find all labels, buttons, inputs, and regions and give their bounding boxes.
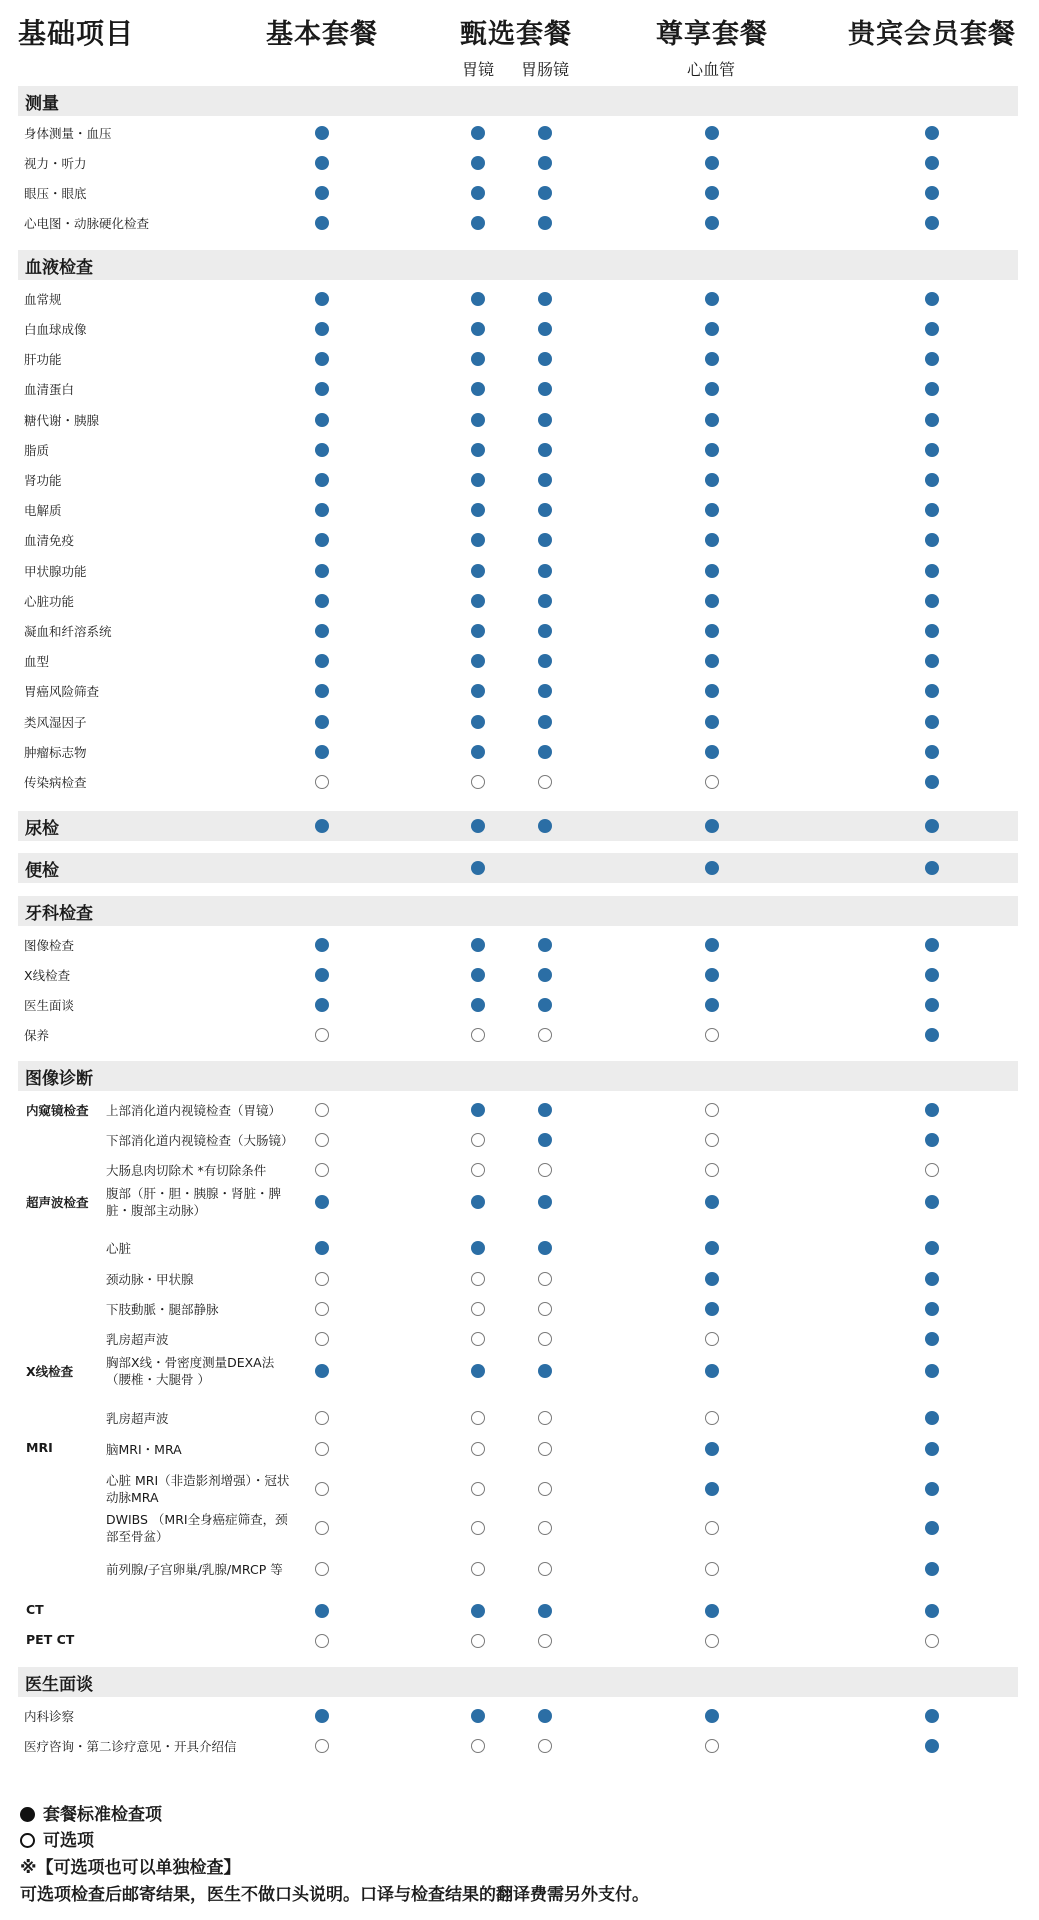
optional-check-icon (705, 1562, 719, 1576)
standard-check-icon (925, 938, 939, 952)
optional-check-icon (471, 1411, 485, 1425)
standard-check-icon (315, 156, 329, 170)
row-group-label: X线检查 (26, 1364, 74, 1379)
optional-check-icon (315, 1411, 329, 1425)
standard-check-icon (705, 564, 719, 578)
standard-check-icon (471, 216, 485, 230)
optional-check-icon (471, 1332, 485, 1346)
standard-check-icon (315, 352, 329, 366)
standard-check-icon (925, 564, 939, 578)
row-label: 身体测量・血压 (24, 126, 112, 141)
standard-check-icon (925, 216, 939, 230)
standard-check-icon (538, 745, 552, 759)
standard-check-icon (925, 1028, 939, 1042)
standard-check-icon (315, 322, 329, 336)
row-label: 胃癌风险筛查 (24, 684, 100, 699)
optional-check-icon (471, 1272, 485, 1286)
row-label: 白血球成像 (24, 322, 87, 337)
standard-check-icon (705, 654, 719, 668)
standard-check-icon (538, 443, 552, 457)
column-vip: 贵宾会员套餐 (848, 19, 1016, 50)
optional-check-icon (705, 775, 719, 789)
row-label: 脑MRI・MRA (106, 1442, 182, 1457)
standard-check-icon (538, 654, 552, 668)
standard-check-icon (705, 745, 719, 759)
standard-check-icon (538, 473, 552, 487)
optional-check-icon (471, 1634, 485, 1648)
standard-check-icon (925, 443, 939, 457)
row-label: 前列腺/子宫卵巢/乳腺/MRCP 等 (106, 1562, 283, 1577)
row-label: 医生面谈 (24, 998, 75, 1013)
section-title: 测量 (25, 94, 59, 114)
row-label: 心脏 MRI（非造影剂增强）・冠状动脉MRA (106, 1473, 290, 1505)
standard-check-icon (705, 1302, 719, 1316)
standard-check-icon (538, 352, 552, 366)
standard-check-icon (315, 503, 329, 517)
optional-check-icon (315, 1739, 329, 1753)
standard-check-icon (925, 1739, 939, 1753)
standard-check-icon (315, 1195, 329, 1209)
standard-check-icon (538, 292, 552, 306)
standard-check-icon (925, 352, 939, 366)
standard-check-icon (315, 126, 329, 140)
standard-check-icon (315, 1709, 329, 1723)
standard-check-icon (471, 126, 485, 140)
standard-check-icon (705, 1364, 719, 1378)
standard-check-icon (471, 1604, 485, 1618)
standard-check-icon (538, 819, 552, 833)
optional-check-icon (705, 1163, 719, 1177)
row-label: 肝功能 (24, 352, 62, 367)
row-label: 凝血和纤溶系统 (24, 624, 112, 639)
row-label: 大肠息肉切除术 *有切除条件 (106, 1163, 267, 1178)
standard-check-icon (705, 473, 719, 487)
optional-check-icon (315, 1133, 329, 1147)
standard-check-icon (471, 156, 485, 170)
standard-check-icon (315, 938, 329, 952)
standard-check-icon (315, 533, 329, 547)
standard-check-icon (925, 1482, 939, 1496)
standard-check-icon (925, 654, 939, 668)
standard-check-icon (705, 1604, 719, 1618)
section-title: 血液检查 (25, 258, 93, 278)
row-label: 血常规 (24, 292, 62, 307)
optional-check-icon (471, 775, 485, 789)
standard-check-icon (705, 322, 719, 336)
standard-check-icon (315, 382, 329, 396)
standard-check-icon (925, 1604, 939, 1618)
standard-check-icon (471, 382, 485, 396)
standard-check-icon (705, 503, 719, 517)
optional-check-icon (471, 1562, 485, 1576)
row-label: 类风湿因子 (24, 715, 87, 730)
standard-check-icon (471, 594, 485, 608)
standard-check-icon (315, 292, 329, 306)
standard-check-icon (925, 861, 939, 875)
standard-check-icon (925, 968, 939, 982)
standard-check-icon (705, 1442, 719, 1456)
standard-check-icon (315, 186, 329, 200)
optional-check-icon (471, 1482, 485, 1496)
row-label: 心脏 (106, 1241, 132, 1256)
standard-check-icon (315, 819, 329, 833)
optional-check-icon (315, 1442, 329, 1456)
standard-check-icon (925, 413, 939, 427)
standard-check-icon (471, 715, 485, 729)
standard-check-icon (705, 186, 719, 200)
optional-check-icon (315, 1302, 329, 1316)
section-title: 便检 (25, 861, 59, 881)
standard-check-icon (315, 968, 329, 982)
standard-check-icon (705, 1482, 719, 1496)
row-label: 上部消化道内视镜检查（胃镜） (106, 1103, 282, 1118)
standard-check-icon (471, 186, 485, 200)
standard-check-icon (471, 473, 485, 487)
row-label: 心脏功能 (24, 594, 75, 609)
standard-check-icon (471, 322, 485, 336)
standard-check-icon (538, 1709, 552, 1723)
standard-check-icon (925, 715, 939, 729)
standard-check-icon (705, 938, 719, 952)
standard-check-icon (538, 382, 552, 396)
legend-standard: 套餐标准检查项 (20, 1800, 162, 1825)
optional-check-icon (471, 1163, 485, 1177)
optional-check-icon (471, 1133, 485, 1147)
row-label: 下肢動脈・腿部静脉 (106, 1302, 219, 1317)
standard-check-icon (925, 1709, 939, 1723)
optional-check-icon (538, 1028, 552, 1042)
row-label: 内科诊察 (24, 1709, 75, 1724)
section-title: 尿检 (25, 819, 59, 839)
standard-check-icon (538, 156, 552, 170)
standard-check-icon (925, 1302, 939, 1316)
standard-check-icon (471, 503, 485, 517)
section-band (18, 86, 1018, 116)
standard-check-icon (925, 1521, 939, 1535)
standard-check-icon (925, 156, 939, 170)
standard-check-icon (471, 1709, 485, 1723)
standard-check-icon (925, 322, 939, 336)
standard-check-icon (471, 1364, 485, 1378)
filled-circle-icon (20, 1807, 35, 1822)
section-band (18, 1667, 1018, 1697)
optional-check-icon (925, 1634, 939, 1648)
standard-check-icon (705, 1709, 719, 1723)
optional-check-icon (471, 1302, 485, 1316)
standard-check-icon (471, 745, 485, 759)
standard-check-icon (315, 216, 329, 230)
section-band (18, 853, 1018, 883)
standard-check-icon (925, 186, 939, 200)
sublabel-gastroscopy: 胃镜 (461, 60, 495, 79)
optional-check-icon (315, 775, 329, 789)
optional-check-icon (471, 1521, 485, 1535)
note-text: 可选项检查后邮寄结果，医生不做口头说明。口译与检查结果的翻译费需另外支付。 (20, 1885, 649, 1905)
standard-check-icon (315, 998, 329, 1012)
standard-check-icon (705, 1241, 719, 1255)
standard-check-icon (471, 413, 485, 427)
standard-check-icon (705, 968, 719, 982)
row-label: 医疗咨询・第二诊疗意见・开具介绍信 (24, 1739, 237, 1754)
row-label: 乳房超声波 (106, 1332, 169, 1347)
sublabel-colonoscopy: 胃肠镜 (520, 60, 570, 79)
optional-check-icon (315, 1634, 329, 1648)
standard-check-icon (538, 968, 552, 982)
optional-check-icon (538, 775, 552, 789)
optional-check-icon (538, 1442, 552, 1456)
standard-check-icon (315, 564, 329, 578)
note-title: ※【可选项也可以单独检查】 (20, 1858, 241, 1878)
row-label: 肿瘤标志物 (24, 745, 87, 760)
standard-check-icon (925, 775, 939, 789)
section-band (18, 811, 1018, 841)
section-title: 牙科检查 (25, 904, 93, 924)
section-band (18, 250, 1018, 280)
standard-check-icon (471, 968, 485, 982)
standard-check-icon (538, 1604, 552, 1618)
standard-check-icon (925, 126, 939, 140)
standard-check-icon (538, 684, 552, 698)
row-label: 脂质 (24, 443, 50, 458)
standard-check-icon (471, 292, 485, 306)
standard-check-icon (315, 715, 329, 729)
standard-check-icon (705, 413, 719, 427)
section-band (18, 896, 1018, 926)
row-group-label: PET CT (26, 1632, 75, 1647)
standard-check-icon (315, 594, 329, 608)
optional-check-icon (315, 1562, 329, 1576)
standard-check-icon (705, 382, 719, 396)
optional-check-icon (471, 1442, 485, 1456)
standard-check-icon (315, 413, 329, 427)
optional-check-icon (705, 1739, 719, 1753)
optional-check-icon (315, 1163, 329, 1177)
standard-check-icon (925, 503, 939, 517)
standard-check-icon (471, 443, 485, 457)
standard-check-icon (471, 352, 485, 366)
standard-check-icon (705, 533, 719, 547)
standard-check-icon (315, 1364, 329, 1378)
standard-check-icon (705, 126, 719, 140)
standard-check-icon (471, 938, 485, 952)
standard-check-icon (315, 1604, 329, 1618)
row-label: 糖代谢・胰腺 (24, 413, 100, 428)
optional-check-icon (315, 1521, 329, 1535)
optional-check-icon (705, 1332, 719, 1346)
standard-check-icon (538, 216, 552, 230)
standard-check-icon (925, 745, 939, 759)
standard-check-icon (315, 684, 329, 698)
standard-check-icon (538, 938, 552, 952)
optional-check-icon (705, 1028, 719, 1042)
standard-check-icon (705, 998, 719, 1012)
column-basic: 基本套餐 (266, 19, 378, 50)
row-label: 传染病检查 (24, 775, 87, 790)
row-label: 颈动脉・甲状腺 (106, 1272, 194, 1287)
row-label: 肾功能 (24, 473, 62, 488)
section-title: 图像诊断 (25, 1069, 93, 1089)
standard-check-icon (471, 998, 485, 1012)
row-label: 心电图・动脉硬化检查 (24, 216, 150, 231)
row-label: 眼压・眼底 (24, 186, 87, 201)
standard-check-icon (705, 594, 719, 608)
section-band (18, 1061, 1018, 1091)
optional-check-icon (705, 1103, 719, 1117)
standard-check-icon (705, 684, 719, 698)
row-label: X线检查 (24, 968, 71, 983)
standard-check-icon (925, 473, 939, 487)
optional-check-icon (315, 1332, 329, 1346)
standard-check-icon (315, 654, 329, 668)
optional-check-icon (705, 1411, 719, 1425)
standard-check-icon (538, 1241, 552, 1255)
optional-check-icon (538, 1411, 552, 1425)
standard-check-icon (925, 819, 939, 833)
row-label: 电解质 (24, 503, 62, 518)
sublabel-cardio: 心血管 (686, 60, 736, 79)
standard-check-icon (471, 861, 485, 875)
optional-check-icon (471, 1739, 485, 1753)
standard-check-icon (705, 443, 719, 457)
standard-check-icon (471, 1103, 485, 1117)
standard-check-icon (538, 1133, 552, 1147)
row-label: 血清蛋白 (24, 382, 75, 397)
standard-check-icon (315, 745, 329, 759)
optional-check-icon (538, 1562, 552, 1576)
row-label: 血型 (24, 654, 50, 669)
standard-check-icon (705, 861, 719, 875)
row-label: 腹部（肝・胆・胰腺・肾脏・脾脏・腹部主动脉） (106, 1186, 282, 1218)
optional-check-icon (538, 1272, 552, 1286)
standard-check-icon (538, 998, 552, 1012)
standard-check-icon (538, 715, 552, 729)
row-label: 图像检查 (24, 938, 75, 953)
standard-check-icon (925, 1364, 939, 1378)
optional-check-icon (538, 1521, 552, 1535)
standard-check-icon (705, 352, 719, 366)
standard-check-icon (538, 564, 552, 578)
standard-check-icon (925, 1562, 939, 1576)
row-group-label: MRI (26, 1440, 53, 1455)
standard-check-icon (925, 1332, 939, 1346)
standard-check-icon (538, 503, 552, 517)
standard-check-icon (925, 533, 939, 547)
optional-check-icon (538, 1332, 552, 1346)
row-group-label: 超声波检查 (26, 1195, 89, 1210)
standard-check-icon (538, 1195, 552, 1209)
standard-check-icon (471, 819, 485, 833)
standard-check-icon (705, 1272, 719, 1286)
optional-check-icon (471, 1028, 485, 1042)
optional-check-icon (315, 1482, 329, 1496)
standard-check-icon (315, 624, 329, 638)
optional-check-icon (538, 1634, 552, 1648)
standard-check-icon (925, 1195, 939, 1209)
standard-check-icon (705, 216, 719, 230)
optional-check-icon (315, 1028, 329, 1042)
standard-check-icon (538, 1364, 552, 1378)
standard-check-icon (471, 533, 485, 547)
standard-check-icon (705, 156, 719, 170)
standard-check-icon (925, 684, 939, 698)
optional-check-icon (925, 1163, 939, 1177)
optional-check-icon (538, 1302, 552, 1316)
standard-check-icon (705, 715, 719, 729)
standard-check-icon (471, 1241, 485, 1255)
standard-check-icon (538, 533, 552, 547)
standard-check-icon (315, 473, 329, 487)
standard-check-icon (538, 1103, 552, 1117)
standard-check-icon (925, 594, 939, 608)
section-title: 医生面谈 (25, 1675, 93, 1695)
optional-check-icon (538, 1482, 552, 1496)
standard-check-icon (705, 624, 719, 638)
row-label: 视力・听力 (24, 156, 87, 171)
optional-check-icon (705, 1521, 719, 1535)
standard-check-icon (538, 322, 552, 336)
column-premium: 尊享套餐 (656, 19, 768, 50)
standard-check-icon (538, 186, 552, 200)
row-label: 胸部X线・骨密度测量DEXA法（腰椎・大腿骨 ） (106, 1355, 275, 1387)
standard-check-icon (471, 564, 485, 578)
row-label: 血清免疫 (24, 533, 75, 548)
optional-check-icon (538, 1163, 552, 1177)
standard-check-icon (471, 684, 485, 698)
standard-check-icon (925, 1241, 939, 1255)
row-label: 保养 (24, 1028, 50, 1043)
optional-check-icon (315, 1103, 329, 1117)
row-label: 下部消化道内视镜检查（大肠镜） (106, 1133, 294, 1148)
optional-check-icon (315, 1272, 329, 1286)
standard-check-icon (925, 1103, 939, 1117)
open-circle-icon (20, 1833, 35, 1848)
standard-check-icon (925, 1411, 939, 1425)
standard-check-icon (925, 1272, 939, 1286)
legend-optional: 可选项 (20, 1826, 94, 1851)
optional-check-icon (538, 1739, 552, 1753)
row-label: DWIBS （MRI全身癌症筛查，颈部至骨盆） (106, 1512, 288, 1544)
standard-check-icon (925, 382, 939, 396)
standard-check-icon (471, 1195, 485, 1209)
standard-check-icon (538, 413, 552, 427)
row-group-label: 内窥镜检查 (26, 1103, 89, 1118)
standard-check-icon (925, 292, 939, 306)
standard-check-icon (925, 998, 939, 1012)
standard-check-icon (925, 1442, 939, 1456)
row-label: 甲状腺功能 (24, 564, 87, 579)
column-select: 甄选套餐 (460, 19, 572, 50)
standard-check-icon (538, 624, 552, 638)
optional-check-icon (705, 1634, 719, 1648)
standard-check-icon (538, 594, 552, 608)
standard-check-icon (471, 624, 485, 638)
standard-check-icon (705, 292, 719, 306)
standard-check-icon (705, 1195, 719, 1209)
page-title: 基础项目 (18, 17, 135, 50)
row-group-label: CT (26, 1602, 44, 1617)
standard-check-icon (538, 126, 552, 140)
standard-check-icon (471, 654, 485, 668)
standard-check-icon (315, 1241, 329, 1255)
standard-check-icon (925, 624, 939, 638)
standard-check-icon (705, 819, 719, 833)
standard-check-icon (315, 443, 329, 457)
row-label: 乳房超声波 (106, 1411, 169, 1426)
optional-check-icon (705, 1133, 719, 1147)
standard-check-icon (925, 1133, 939, 1147)
